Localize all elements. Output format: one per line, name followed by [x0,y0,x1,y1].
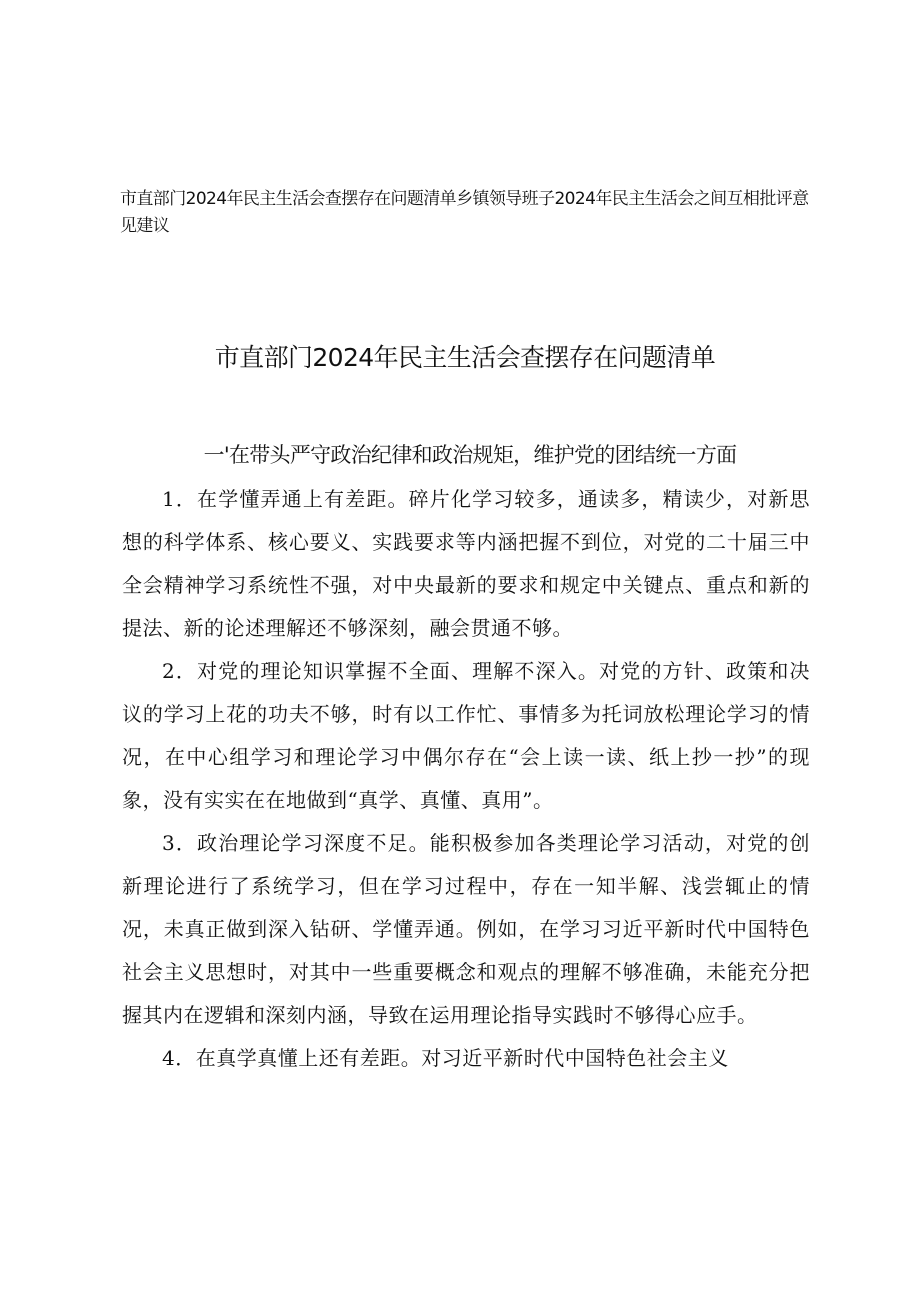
section-heading: 一'在带头严守政治纪律和政治规矩，维护党的团结统一方面 [203,443,737,467]
paragraph-3: 3．政治理论学习深度不足。能积极参加各类理论学习活动，对党的创新理论进行了系统学习，但在学习过程中，存在一知半解、浅尝辄止的情况，未真正做到深入钻研、学懂弄通。例如，在学习习近平新时代中国特色社会主义思想时，对其中一些重要概念和观点的理解不够准确，未能充分把握其内在逻辑和深刻内涵，导致在运用理论指导实践时不够得心应手。 [122,831,810,1027]
document-title: 市直部门2024年民主生活会查摆存在问题清单 [214,343,716,372]
paragraph-2: 2．对党的理论知识掌握不全面、理解不深入。对党的方针、政策和决议的学习上花的功夫不够，时有以工作忙、事情多为托词放松理论学习的情况，在中心组学习和理论学习中偶尔存在“会上读一读、纸上抄一抄”的现象，没有实实在在地做到“真学、真懂、真用”。 [122,659,810,812]
paragraph-1: 1．在学懂弄通上有差距。碎片化学习较多，通读多，精读少，对新思想的科学体系、核心要义、实践要求等内涵把握不到位，对党的二十届三中全会精神学习系统性不强，对中央最新的要求和规定中关键点、重点和新的提法、新的论述理解还不够深刻，融会贯通不够。 [122,487,810,640]
document-body [122,478,810,1080]
paragraph-4: 4．在真学真懂上还有差距。对习近平新时代中国特色社会主义 [162,1046,729,1070]
document-caption: 市直部门2024年民主生活会查摆存在问题清单乡镇领导班子2024年民主生活会之间互相批评意见建议 [120,189,809,236]
